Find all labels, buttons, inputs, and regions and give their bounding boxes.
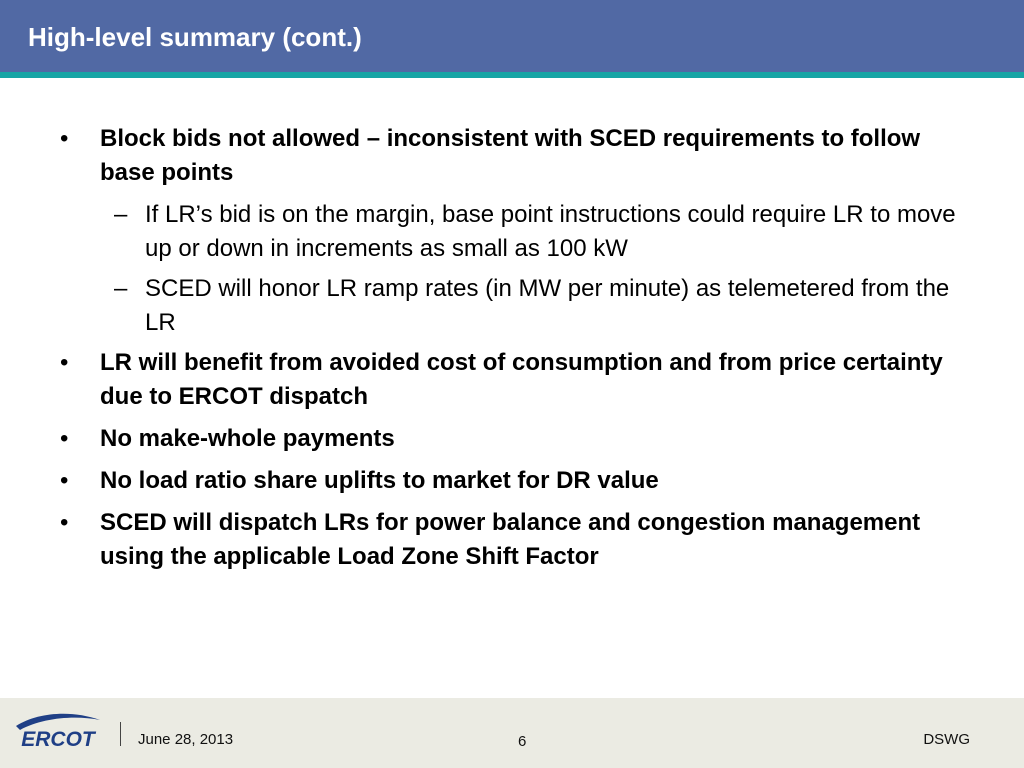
bullet-text: SCED will dispatch LRs for power balance and congestion management using the applicable Load Zone Shift Factor [100,509,921,570]
ercot-logo [12,708,104,752]
bullet-marker: • [60,349,69,376]
bullet-item [0,346,1024,414]
bullet-text: Block bids not allowed – inconsistent with SCED requirements to follow base points [100,125,921,186]
slide-title: High-level summary (cont.) [28,22,362,52]
bullet-marker: • [60,125,69,152]
bullet-marker: • [60,467,69,494]
footer-org: DSWG [923,731,970,748]
title-bar [0,0,1024,72]
page-number: 6 [518,733,527,750]
bullet-item [0,464,1024,498]
bullet-item [0,122,1024,190]
bullet-item [0,422,1024,456]
bullet-marker: • [60,509,69,536]
sub-bullet-item [0,198,1024,266]
bullet-text: No load ratio share uplifts to market for DR value [100,467,659,494]
sub-bullet-marker: – [114,201,128,228]
bullet-text: No make-whole payments [100,425,395,452]
bullet-item [0,506,1024,574]
bullet-text: LR will benefit from avoided cost of consumption and from price certainty due to ERCOT dispatch [100,349,943,410]
slide-content [0,122,1024,582]
footer-bar [0,698,1024,768]
sub-bullet-text: SCED will honor LR ramp rates (in MW per minute) as telemetered from the LR [145,275,950,336]
sub-bullet-text: If LR’s bid is on the margin, base point instructions could require LR to move up or down in increments as small as 100 kW [145,201,956,262]
footer-date: June 28, 2013 [138,731,234,748]
title-underline [0,72,1024,78]
logo-wordmark: ERCOT [21,728,95,751]
sub-bullet-item [0,272,1024,340]
bullet-marker: • [60,425,69,452]
footer-divider [120,722,121,746]
sub-bullet-marker: – [114,275,128,302]
